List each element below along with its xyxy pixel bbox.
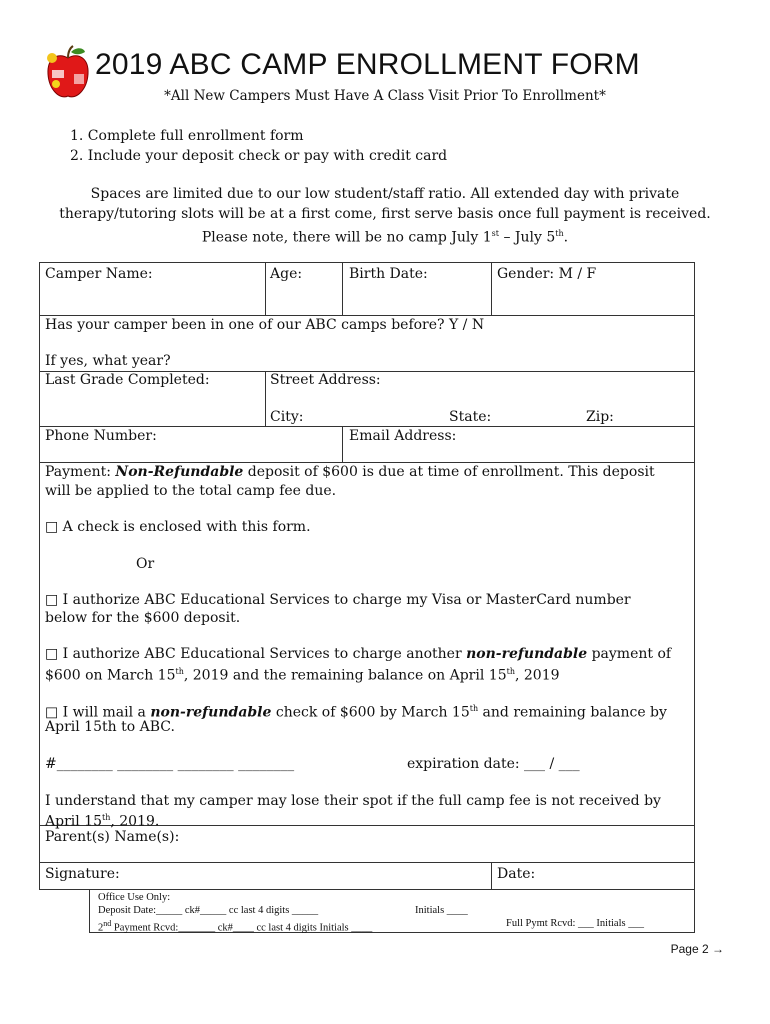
second-payment-line-2: $600 on March 15th, 2019 and the remaining balance on April 15th, 2019 [45,667,560,684]
gender-field[interactable]: Gender: M / F [497,266,597,282]
state-field[interactable]: State: [449,409,492,425]
signature-field[interactable]: Signature: [45,866,120,882]
page-title: 2019 ABC CAMP ENROLLMENT FORM [95,48,640,81]
page-number: Page 2 → [670,942,724,956]
email-field[interactable]: Email Address: [349,428,457,444]
office-deposit-initials: Initials ____ [415,905,468,916]
birth-date-field[interactable]: Birth Date: [349,266,428,282]
second-payment-checkbox[interactable]: □ I authorize ABC Educational Services to charge another non-refundable payment of [45,646,672,662]
understand-line-1: I understand that my camper may lose their spot if the full camp fee is not received by [45,793,661,809]
notice-line-2: therapy/tutoring slots will be at a first come, first serve basis once full payment is received. [59,206,711,222]
notice [40,184,730,248]
mail-check-checkbox[interactable]: □ I will mail a non-refundable check of $600 by March 15th and remaining balance by [45,704,667,721]
check-enclosed-checkbox[interactable]: □ A check is enclosed with this form. [45,519,311,535]
parents-name-field[interactable]: Parent(s) Name(s): [45,829,180,845]
office-use-box [89,889,695,933]
steps-list [70,126,447,166]
age-field[interactable]: Age: [270,266,303,282]
phone-field[interactable]: Phone Number: [45,428,157,444]
notice-line-1: Spaces are limited due to our low student/staff ratio. All extended day with private [90,186,680,202]
list-item: 2. Include your deposit check or pay with credit card [70,148,448,164]
payment-line-1: Payment: Non-Refundable deposit of $600 is due at time of enrollment. This deposit [45,464,655,480]
city-field[interactable]: City: [270,409,304,425]
subtitle: *All New Campers Must Have A Class Visit Prior To Enrollment* [164,88,606,104]
office-deposit-row: Deposit Date:_____ ck#_____ cc last 4 digits _____ [98,905,319,916]
understand-line-2: April 15th, 2019. [45,813,160,830]
date-field[interactable]: Date: [497,866,536,882]
camper-name-field[interactable]: Camper Name: [45,266,153,282]
last-grade-field[interactable]: Last Grade Completed: [45,372,210,388]
payment-line-2: will be applied to the total camp fee due. [45,483,337,499]
mail-check-line-2: April 15th to ABC. [45,719,175,735]
expiration-date-field[interactable]: expiration date: ___ / ___ [407,756,580,772]
notice-line-3: Please note, there will be no camp July 1st – July 5th. [201,229,569,246]
prior-camp-question[interactable]: Has your camper been in one of our ABC camps before? Y / N [45,317,485,333]
enrollment-form [39,262,695,890]
office-full-payment: Full Pymt Rcvd: ___ Initials ___ [506,918,644,929]
or-label: Or [136,556,155,572]
office-second-payment-row: 2nd Payment Rcvd:_______ ck#____ cc last 4 digits Initials ____ [98,919,373,934]
card-number-field[interactable]: #________ ________ ________ ________ [45,756,295,772]
list-item: 1. Complete full enrollment form [70,128,304,144]
prior-camp-year[interactable]: If yes, what year? [45,353,171,369]
card-deposit-line-2: below for the $600 deposit. [45,610,241,626]
zip-field[interactable]: Zip: [586,409,614,425]
card-deposit-checkbox[interactable]: □ I authorize ABC Educational Services to charge my Visa or MasterCard number [45,592,631,608]
street-address-field[interactable]: Street Address: [270,372,381,388]
office-use-title: Office Use Only: [98,892,171,903]
